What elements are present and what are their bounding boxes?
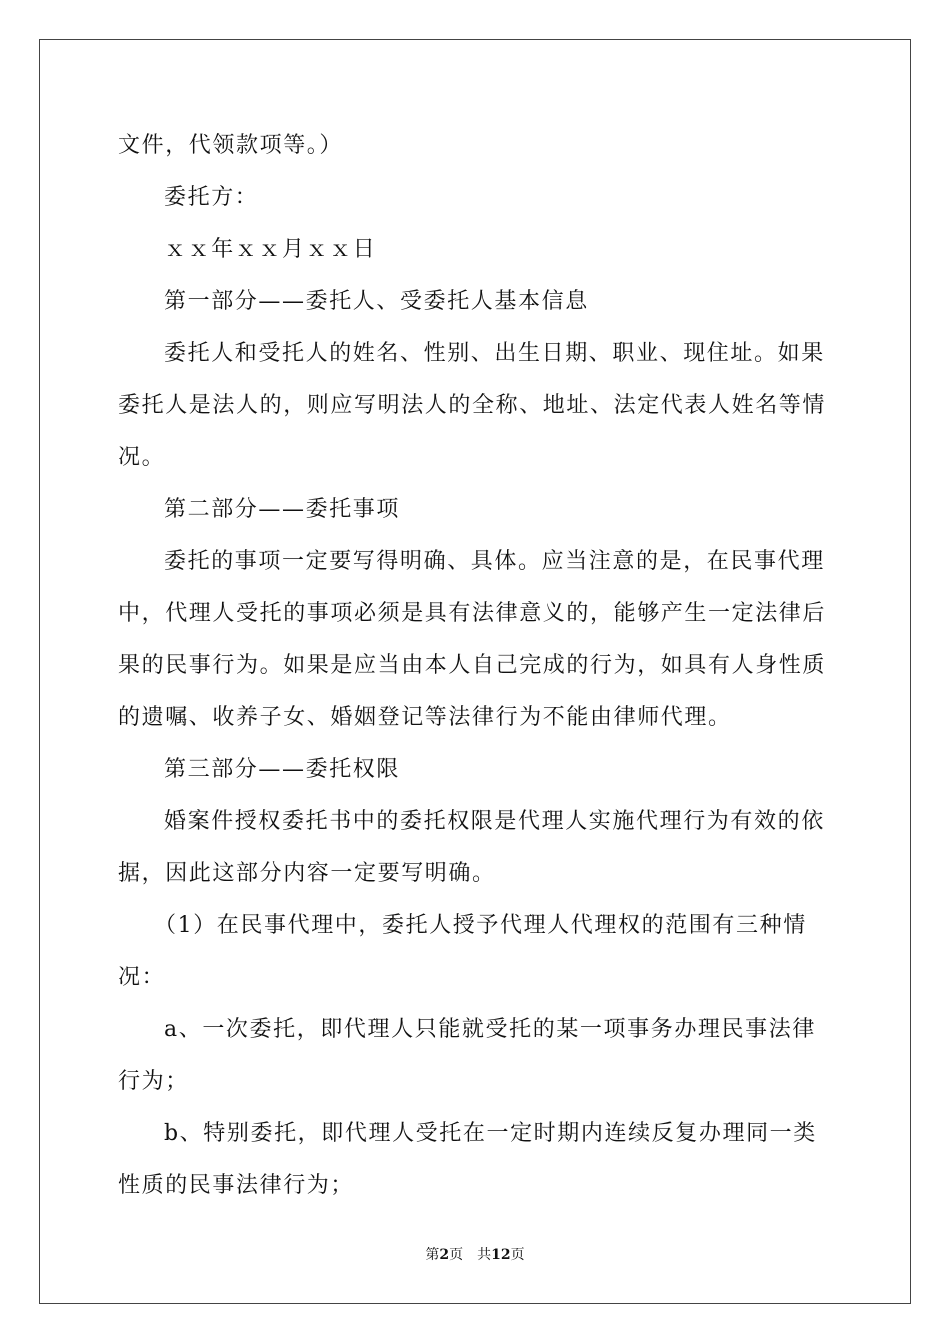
paragraph-line: 委托人和受托人的姓名、性别、出生日期、职业、现住址。如果 <box>164 341 825 366</box>
footer-middle: 页 共 <box>449 1247 492 1263</box>
page-number-footer <box>0 1246 950 1264</box>
text-line: 文件，代领款项等。） <box>118 133 344 158</box>
list-item-line: 况： <box>118 965 166 990</box>
footer-suffix: 页 <box>510 1247 525 1263</box>
total-pages-number: 12 <box>491 1247 511 1263</box>
list-item-line: a、一次委托，即代理人只能就受托的某一项事务办理民事法律 <box>164 1017 816 1042</box>
paragraph-line: 的遗嘱、收养子女、婚姻登记等法律行为不能由律师代理。 <box>118 705 732 730</box>
paragraph-line: 果的民事行为。如果是应当由本人自己完成的行为，如具有人身性质 <box>118 653 827 678</box>
list-item-line: （1）在民事代理中，委托人授予代理人代理权的范围有三种情 <box>154 913 807 938</box>
section-heading: 第三部分——委托权限 <box>164 757 401 782</box>
paragraph-line: 中，代理人受托的事项必须是具有法律意义的，能够产生一定法律后 <box>118 601 827 626</box>
paragraph-line: 委托的事项一定要写得明确、具体。应当注意的是，在民事代理 <box>164 549 825 574</box>
section-heading: 第一部分——委托人、受委托人基本信息 <box>164 289 589 314</box>
current-page-number: 2 <box>439 1247 450 1263</box>
list-item-line: b、特别委托，即代理人受托在一定时期内连续反复办理同一类 <box>164 1121 817 1146</box>
list-item-line: 性质的民事法律行为； <box>118 1173 355 1198</box>
text-line: 委托方： <box>164 185 259 210</box>
paragraph-line: 据，因此这部分内容一定要写明确。 <box>118 861 496 886</box>
list-item-line: 行为； <box>118 1069 189 1094</box>
paragraph-line: 婚案件授权委托书中的委托权限是代理人实施代理行为有效的依 <box>164 809 825 834</box>
section-heading: 第二部分——委托事项 <box>164 497 401 522</box>
document-body <box>118 127 834 1205</box>
date-line: ｘｘ年ｘｘ月ｘｘ日 <box>164 237 377 262</box>
paragraph-line: 况。 <box>118 445 166 470</box>
paragraph-line: 委托人是法人的，则应写明法人的全称、地址、法定代表人姓名等情 <box>118 393 827 418</box>
footer-prefix: 第 <box>425 1247 440 1263</box>
